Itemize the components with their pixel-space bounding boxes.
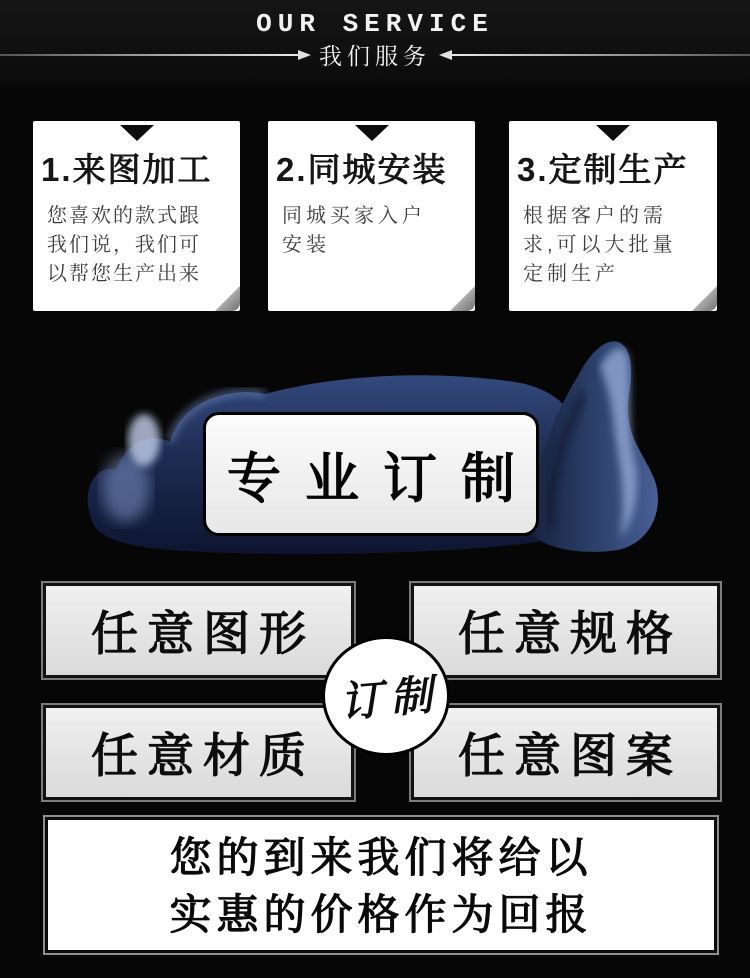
service-card-2 <box>268 121 475 311</box>
triangle-down-icon <box>596 125 630 141</box>
feature-label: 任意材质 <box>91 729 315 784</box>
header-divider-right <box>452 54 750 56</box>
feature-bar-pattern <box>411 705 720 800</box>
service-card-desc: 您喜欢的款式跟我们说，我们可以帮您生产出来 <box>47 205 201 285</box>
feature-bar-material <box>43 705 354 800</box>
footer-line-2: 实惠的价格作为回报 <box>169 890 593 939</box>
header <box>0 0 750 92</box>
badge-label: 订制 <box>338 669 443 727</box>
hero-label: 专业订制 <box>227 445 539 510</box>
header-title-cn: 我们服务 <box>319 44 431 70</box>
arrow-left-icon <box>439 50 452 60</box>
feature-bar-size <box>411 583 720 678</box>
hero-label-box <box>203 412 539 536</box>
feature-label: 任意图案 <box>458 729 682 784</box>
footer-banner <box>45 817 717 953</box>
service-card-title: 2.同城安装 <box>276 151 448 188</box>
feature-label: 任意图形 <box>91 607 315 662</box>
service-card-title: 1.来图加工 <box>41 151 213 188</box>
triangle-down-icon <box>355 125 389 141</box>
header-title-en: OUR SERVICE <box>256 9 494 39</box>
service-card-1 <box>33 121 240 311</box>
service-card-desc: 同城买家入户安装 <box>282 205 426 256</box>
page-curl-icon <box>214 285 240 311</box>
service-card-desc: 根据客户的需求,可以大批量定制生产 <box>523 205 677 285</box>
custom-made-badge <box>322 636 450 756</box>
feature-label: 任意规格 <box>458 607 682 662</box>
page-curl-icon <box>691 285 717 311</box>
page-curl-icon <box>449 285 475 311</box>
footer-line-1: 您的到来我们将给以 <box>169 833 593 882</box>
service-card-3 <box>509 121 717 311</box>
feature-bar-shape <box>43 583 354 678</box>
service-card-title: 3.定制生产 <box>517 151 689 188</box>
triangle-down-icon <box>120 125 154 141</box>
